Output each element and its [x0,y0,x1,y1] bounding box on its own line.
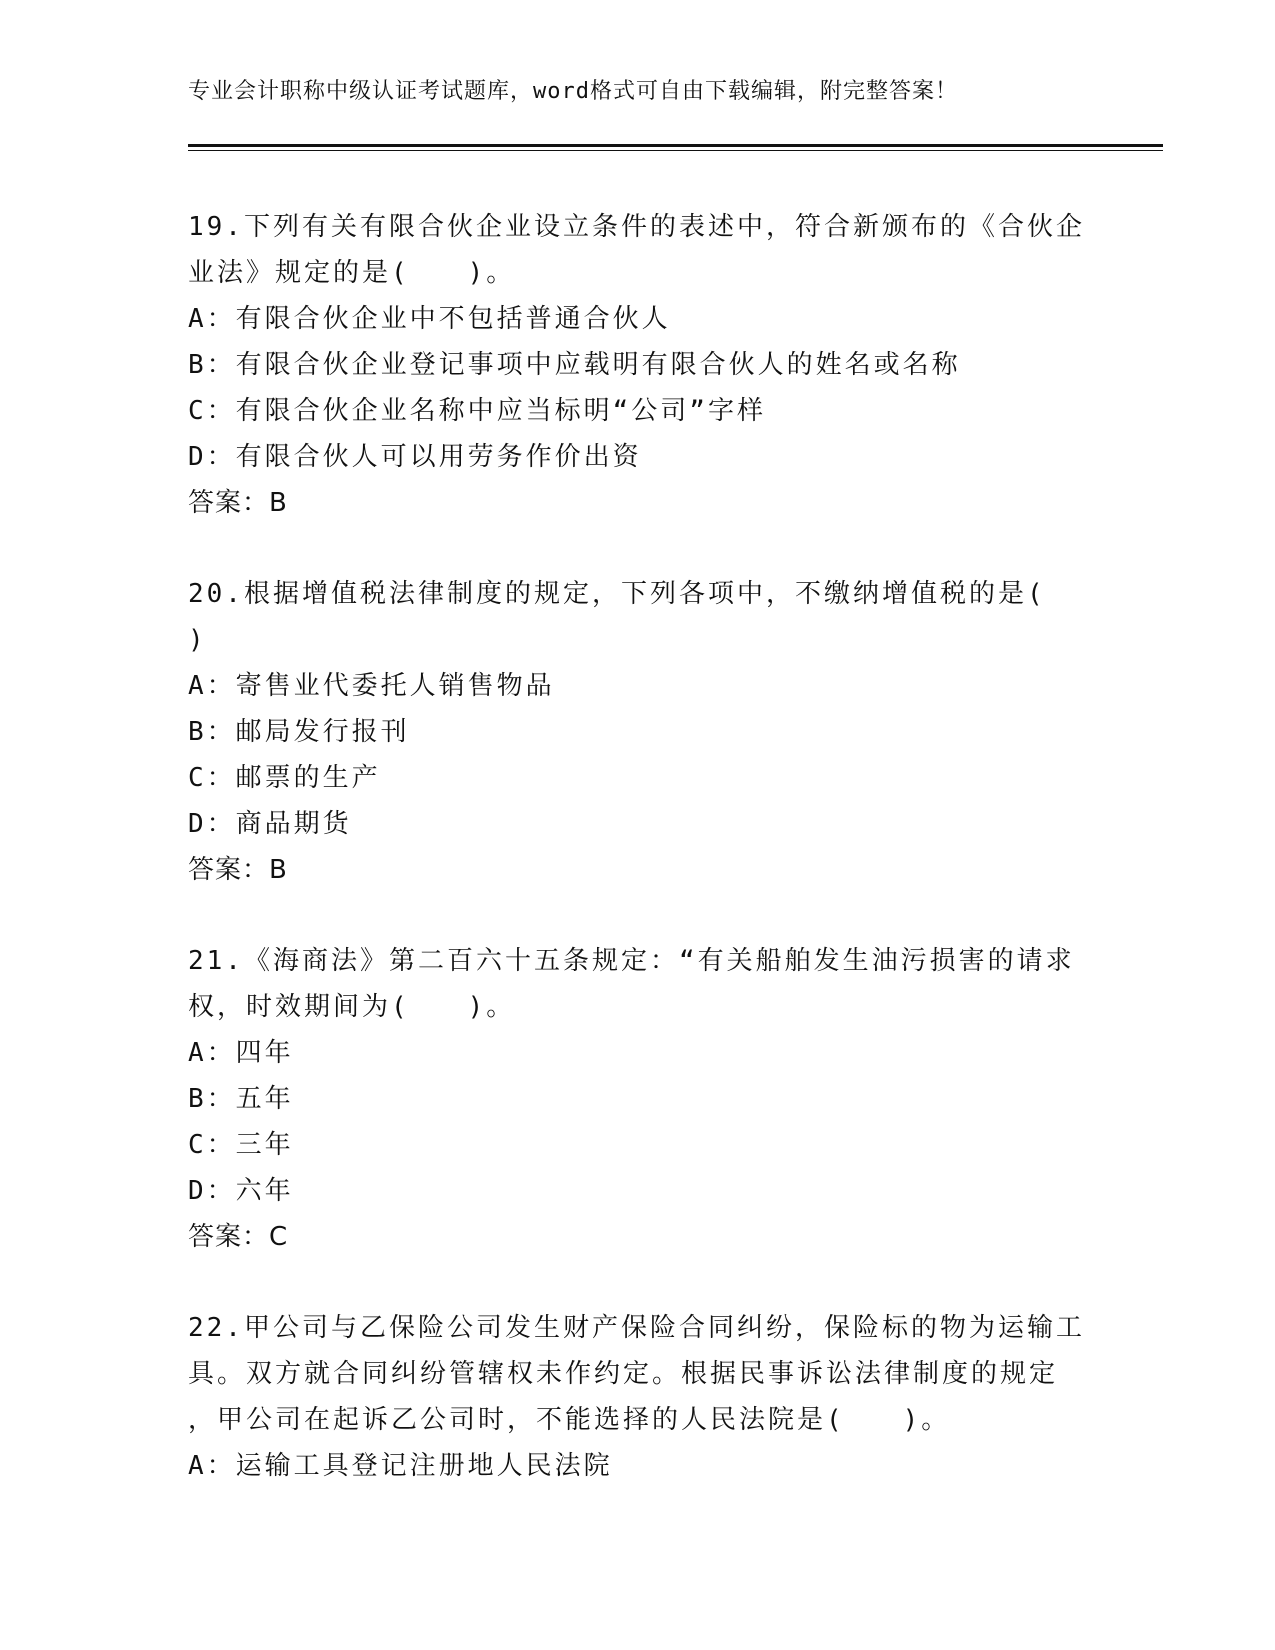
option-a: A：四年 [188,1038,294,1068]
question-20 [188,571,1088,893]
option-a: A：有限合伙企业中不包括普通合伙人 [188,304,671,334]
question-19 [188,204,1088,526]
option-b: B：五年 [188,1084,294,1114]
question-stem-line: 19.下列有关有限合伙企业设立条件的表述中，符合新颁布的《合伙企 [188,212,1085,242]
option-d: D：六年 [188,1176,294,1206]
option-c: C：有限合伙企业名称中应当标明“公司”字样 [188,396,766,426]
option-c: C：邮票的生产 [188,763,381,793]
question-stem-line: ，甲公司在起诉乙公司时，不能选择的人民法院是( )。 [188,1405,951,1435]
answer-line: 答案：B [188,855,288,885]
option-c: C：三年 [188,1130,294,1160]
page-header-text: 专业会计职称中级认证考试题库，word格式可自由下载编辑，附完整答案！ [188,79,958,104]
answer-line: 答案：B [188,488,288,518]
question-stem-line: 20.根据增值税法律制度的规定，下列各项中，不缴纳增值税的是( [188,579,1046,609]
question-22 [188,1305,1088,1489]
question-list [188,204,1088,1534]
header-rule-thick [188,144,1163,147]
question-stem-line: 21.《海商法》第二百六十五条规定：“有关船舶发生油污损害的请求 [188,946,1075,976]
option-d: D：有限合伙人可以用劳务作价出资 [188,442,642,472]
option-d: D：商品期货 [188,809,352,839]
option-a: A：寄售业代委托人销售物品 [188,671,555,701]
header-rule-thin [188,150,1163,151]
question-stem-line: 业法》规定的是( )。 [188,258,516,288]
question-stem-line: 22.甲公司与乙保险公司发生财产保险合同纠纷，保险标的物为运输工 [188,1313,1085,1343]
question-stem-line: 具。双方就合同纠纷管辖权未作约定。根据民事诉讼法律制度的规定 [188,1359,1059,1389]
option-b: B：有限合伙企业登记事项中应载明有限合伙人的姓名或名称 [188,350,961,380]
question-21 [188,938,1088,1260]
answer-line: 答案：C [188,1222,289,1252]
option-b: B：邮局发行报刊 [188,717,410,747]
option-a: A：运输工具登记注册地人民法院 [188,1451,613,1481]
question-stem-line: ) [188,625,207,655]
question-stem-line: 权，时效期间为( )。 [188,992,516,1022]
